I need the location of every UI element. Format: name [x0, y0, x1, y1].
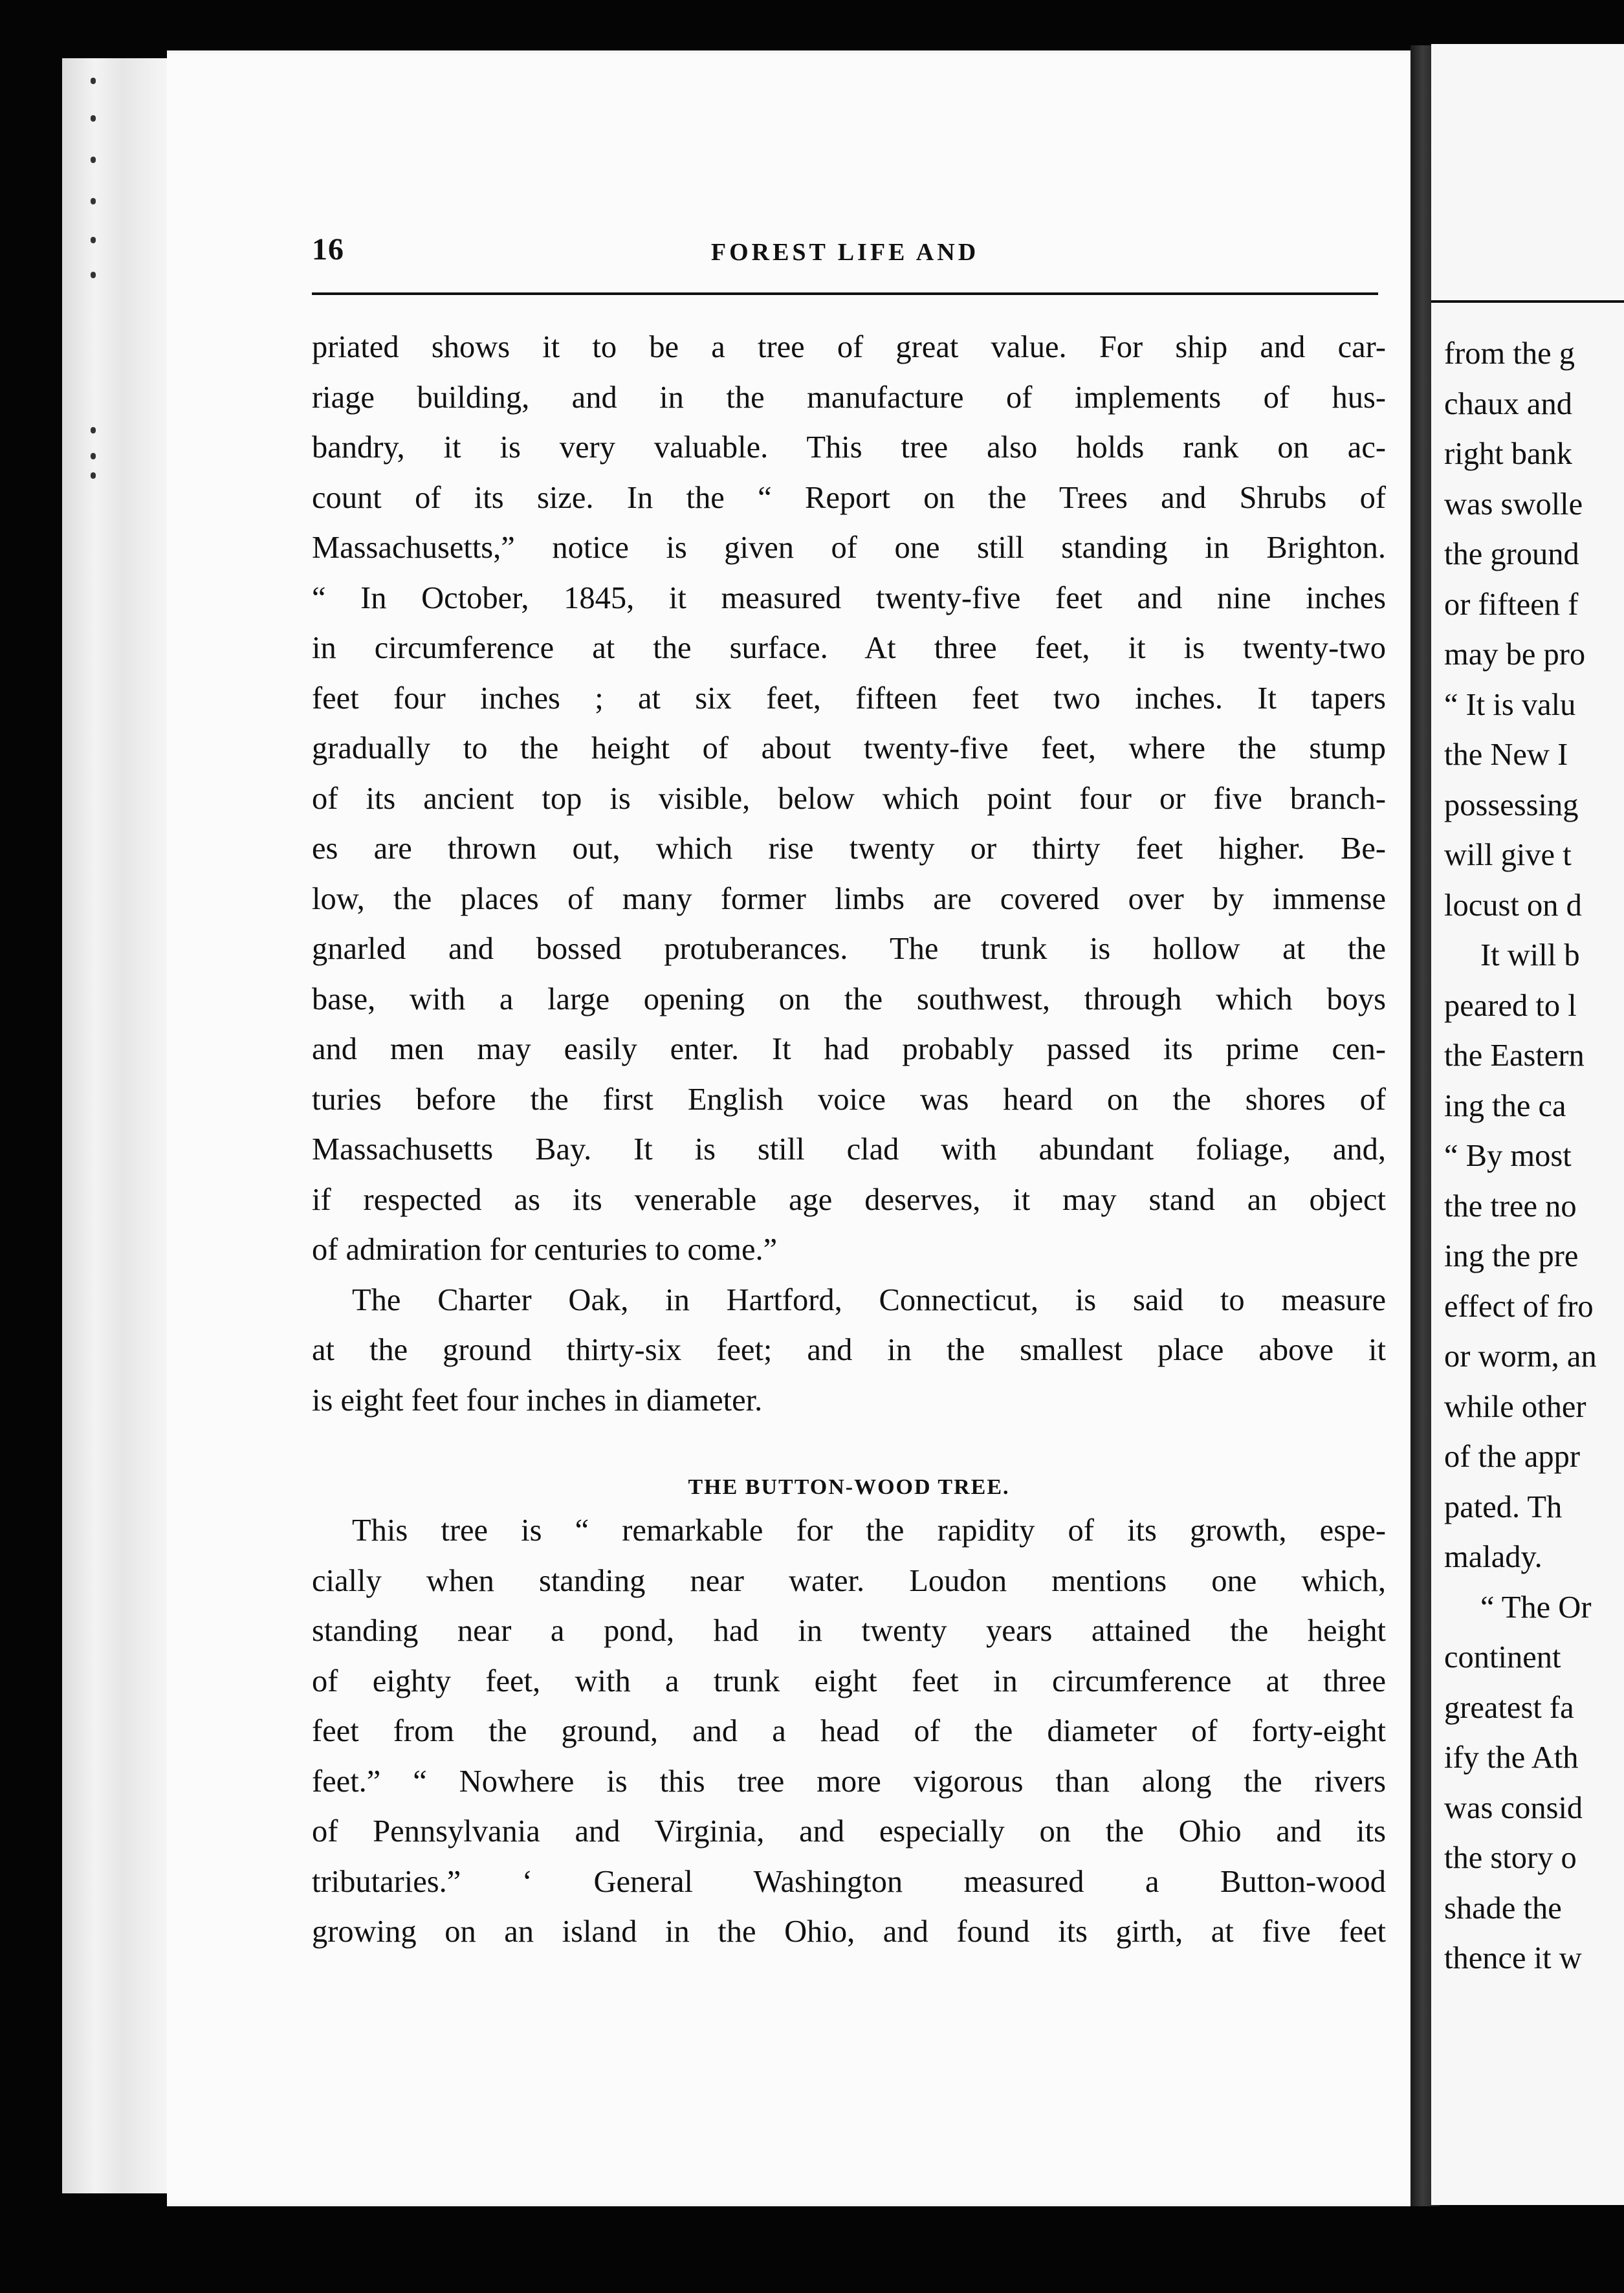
paragraph-2 — [312, 1275, 1386, 1426]
facing-line: was swolle — [1444, 487, 1583, 521]
text-line: feet four inches ; at six feet, fifteen feet two inches. It tapers — [312, 681, 1386, 716]
binding-marks — [91, 78, 104, 479]
facing-line: ify the Ath — [1444, 1740, 1579, 1775]
facing-line: or worm, an — [1444, 1339, 1597, 1374]
text-line: es are thrown out, which rise twenty or thirty feet higher. Be- — [312, 831, 1386, 866]
paragraph-1 — [312, 322, 1386, 1275]
text-line: is eight feet four inches in diameter. — [312, 1383, 763, 1418]
text-line: gradually to the height of about twenty-five feet, where the stump — [312, 731, 1386, 765]
facing-line: will give t — [1444, 838, 1572, 872]
facing-line: It will b — [1480, 938, 1580, 972]
facing-line: ing the pre — [1444, 1239, 1579, 1273]
text-line: This tree is “ remarkable for the rapidity of its growth, espe- — [352, 1513, 1386, 1548]
text-line: if respected as its venerable age deserves, it may stand an object — [312, 1182, 1386, 1217]
facing-line: the story o — [1444, 1841, 1577, 1875]
facing-line: while other — [1444, 1389, 1586, 1424]
facing-line: may be pro — [1444, 637, 1586, 672]
stacked-page-edges — [62, 58, 172, 2193]
text-line: at the ground thirty-six feet; and in the smallest place above it — [312, 1333, 1386, 1367]
running-head: FOREST LIFE AND — [710, 239, 980, 266]
text-line: standing near a pond, had in twenty years attained the height — [312, 1614, 1386, 1648]
text-line: of Pennsylvania and Virginia, and especially on the Ohio and its — [312, 1814, 1386, 1849]
facing-line: thence it w — [1444, 1941, 1582, 1975]
facing-line: chaux and — [1444, 386, 1572, 421]
section-heading: THE BUTTON-WOOD TREE. — [688, 1475, 1010, 1499]
facing-line: of the appr — [1444, 1440, 1581, 1474]
header-rule — [312, 292, 1378, 295]
facing-line: locust on d — [1444, 888, 1582, 923]
page-header — [312, 232, 1378, 290]
facing-line: pated. Th — [1444, 1489, 1563, 1524]
facing-line: continent — [1444, 1640, 1561, 1674]
text-line: cially when standing near water. Loudon mentions one which, — [312, 1563, 1386, 1598]
text-line: in circumference at the surface. At three feet, it is twenty-two — [312, 631, 1386, 665]
facing-line: peared to l — [1444, 988, 1577, 1023]
text-line: of eighty feet, with a trunk eight feet in circumference at three — [312, 1663, 1386, 1698]
facing-line: “ The Or — [1480, 1590, 1592, 1625]
paragraph-3 — [312, 1506, 1386, 1957]
text-line: of its ancient top is visible, below which point four or five branch- — [312, 781, 1386, 816]
facing-line: ing the ca — [1444, 1088, 1566, 1123]
text-line: tributaries.” ‘ General Washington measured a Button-wood — [312, 1864, 1386, 1899]
text-line: count of its size. In the “ Report on the Trees and Shrubs of — [312, 480, 1386, 515]
facing-line: possessing — [1444, 787, 1579, 822]
facing-line: the ground — [1444, 537, 1579, 571]
text-line: turies before the first English voice was heard on the shores of — [312, 1082, 1386, 1117]
facing-line: from the g — [1444, 336, 1575, 371]
page-number: 16 — [312, 232, 344, 267]
facing-text — [1444, 329, 1624, 1984]
facing-line: the New I — [1444, 738, 1568, 772]
text-line: growing on an island in the Ohio, and found its girth, at five feet — [312, 1914, 1386, 1949]
facing-header-rule — [1431, 300, 1624, 303]
facing-line: right bank — [1444, 437, 1573, 471]
text-line: Massachusetts,” notice is given of one still standing in Brighton. — [312, 531, 1386, 565]
text-line: base, with a large opening on the southwest, through which boys — [312, 982, 1386, 1016]
book-page-right — [1431, 44, 1624, 2205]
text-line: The Charter Oak, in Hartford, Connecticut, is said to measure — [352, 1282, 1386, 1317]
text-line: bandry, it is very valuable. This tree also holds rank on ac- — [312, 430, 1386, 465]
text-line: and men may easily enter. It had probably passed its prime cen- — [312, 1032, 1386, 1066]
text-line: Massachusetts Bay. It is still clad with abundant foliage, and, — [312, 1132, 1386, 1167]
text-line: riage building, and in the manufacture of implements of hus- — [312, 380, 1386, 415]
body-text — [312, 322, 1386, 1957]
text-line: gnarled and bossed protuberances. The trunk is hollow at the — [312, 932, 1386, 966]
facing-line: shade the — [1444, 1891, 1562, 1925]
facing-line: greatest fa — [1444, 1690, 1574, 1725]
facing-line: the tree no — [1444, 1189, 1577, 1223]
text-line: priated shows it to be a tree of great value. For ship and car- — [312, 330, 1386, 364]
text-line: feet.” “ Nowhere is this tree more vigorous than along the rivers — [312, 1764, 1386, 1799]
facing-line: “ By most — [1444, 1139, 1572, 1173]
text-line: feet from the ground, and a head of the diameter of forty-eight — [312, 1714, 1386, 1748]
text-line: “ In October, 1845, it measured twenty-five feet and nine inches — [312, 580, 1386, 615]
facing-line: was consid — [1444, 1790, 1583, 1825]
text-line: low, the places of many former limbs are covered over by immense — [312, 881, 1386, 916]
facing-line: the Eastern — [1444, 1038, 1585, 1073]
facing-line: malady. — [1444, 1540, 1542, 1574]
text-line: of admiration for centuries to come.” — [312, 1233, 778, 1267]
facing-line: effect of fro — [1444, 1289, 1594, 1324]
facing-line: “ It is valu — [1444, 687, 1576, 722]
facing-line: or fifteen f — [1444, 587, 1579, 622]
